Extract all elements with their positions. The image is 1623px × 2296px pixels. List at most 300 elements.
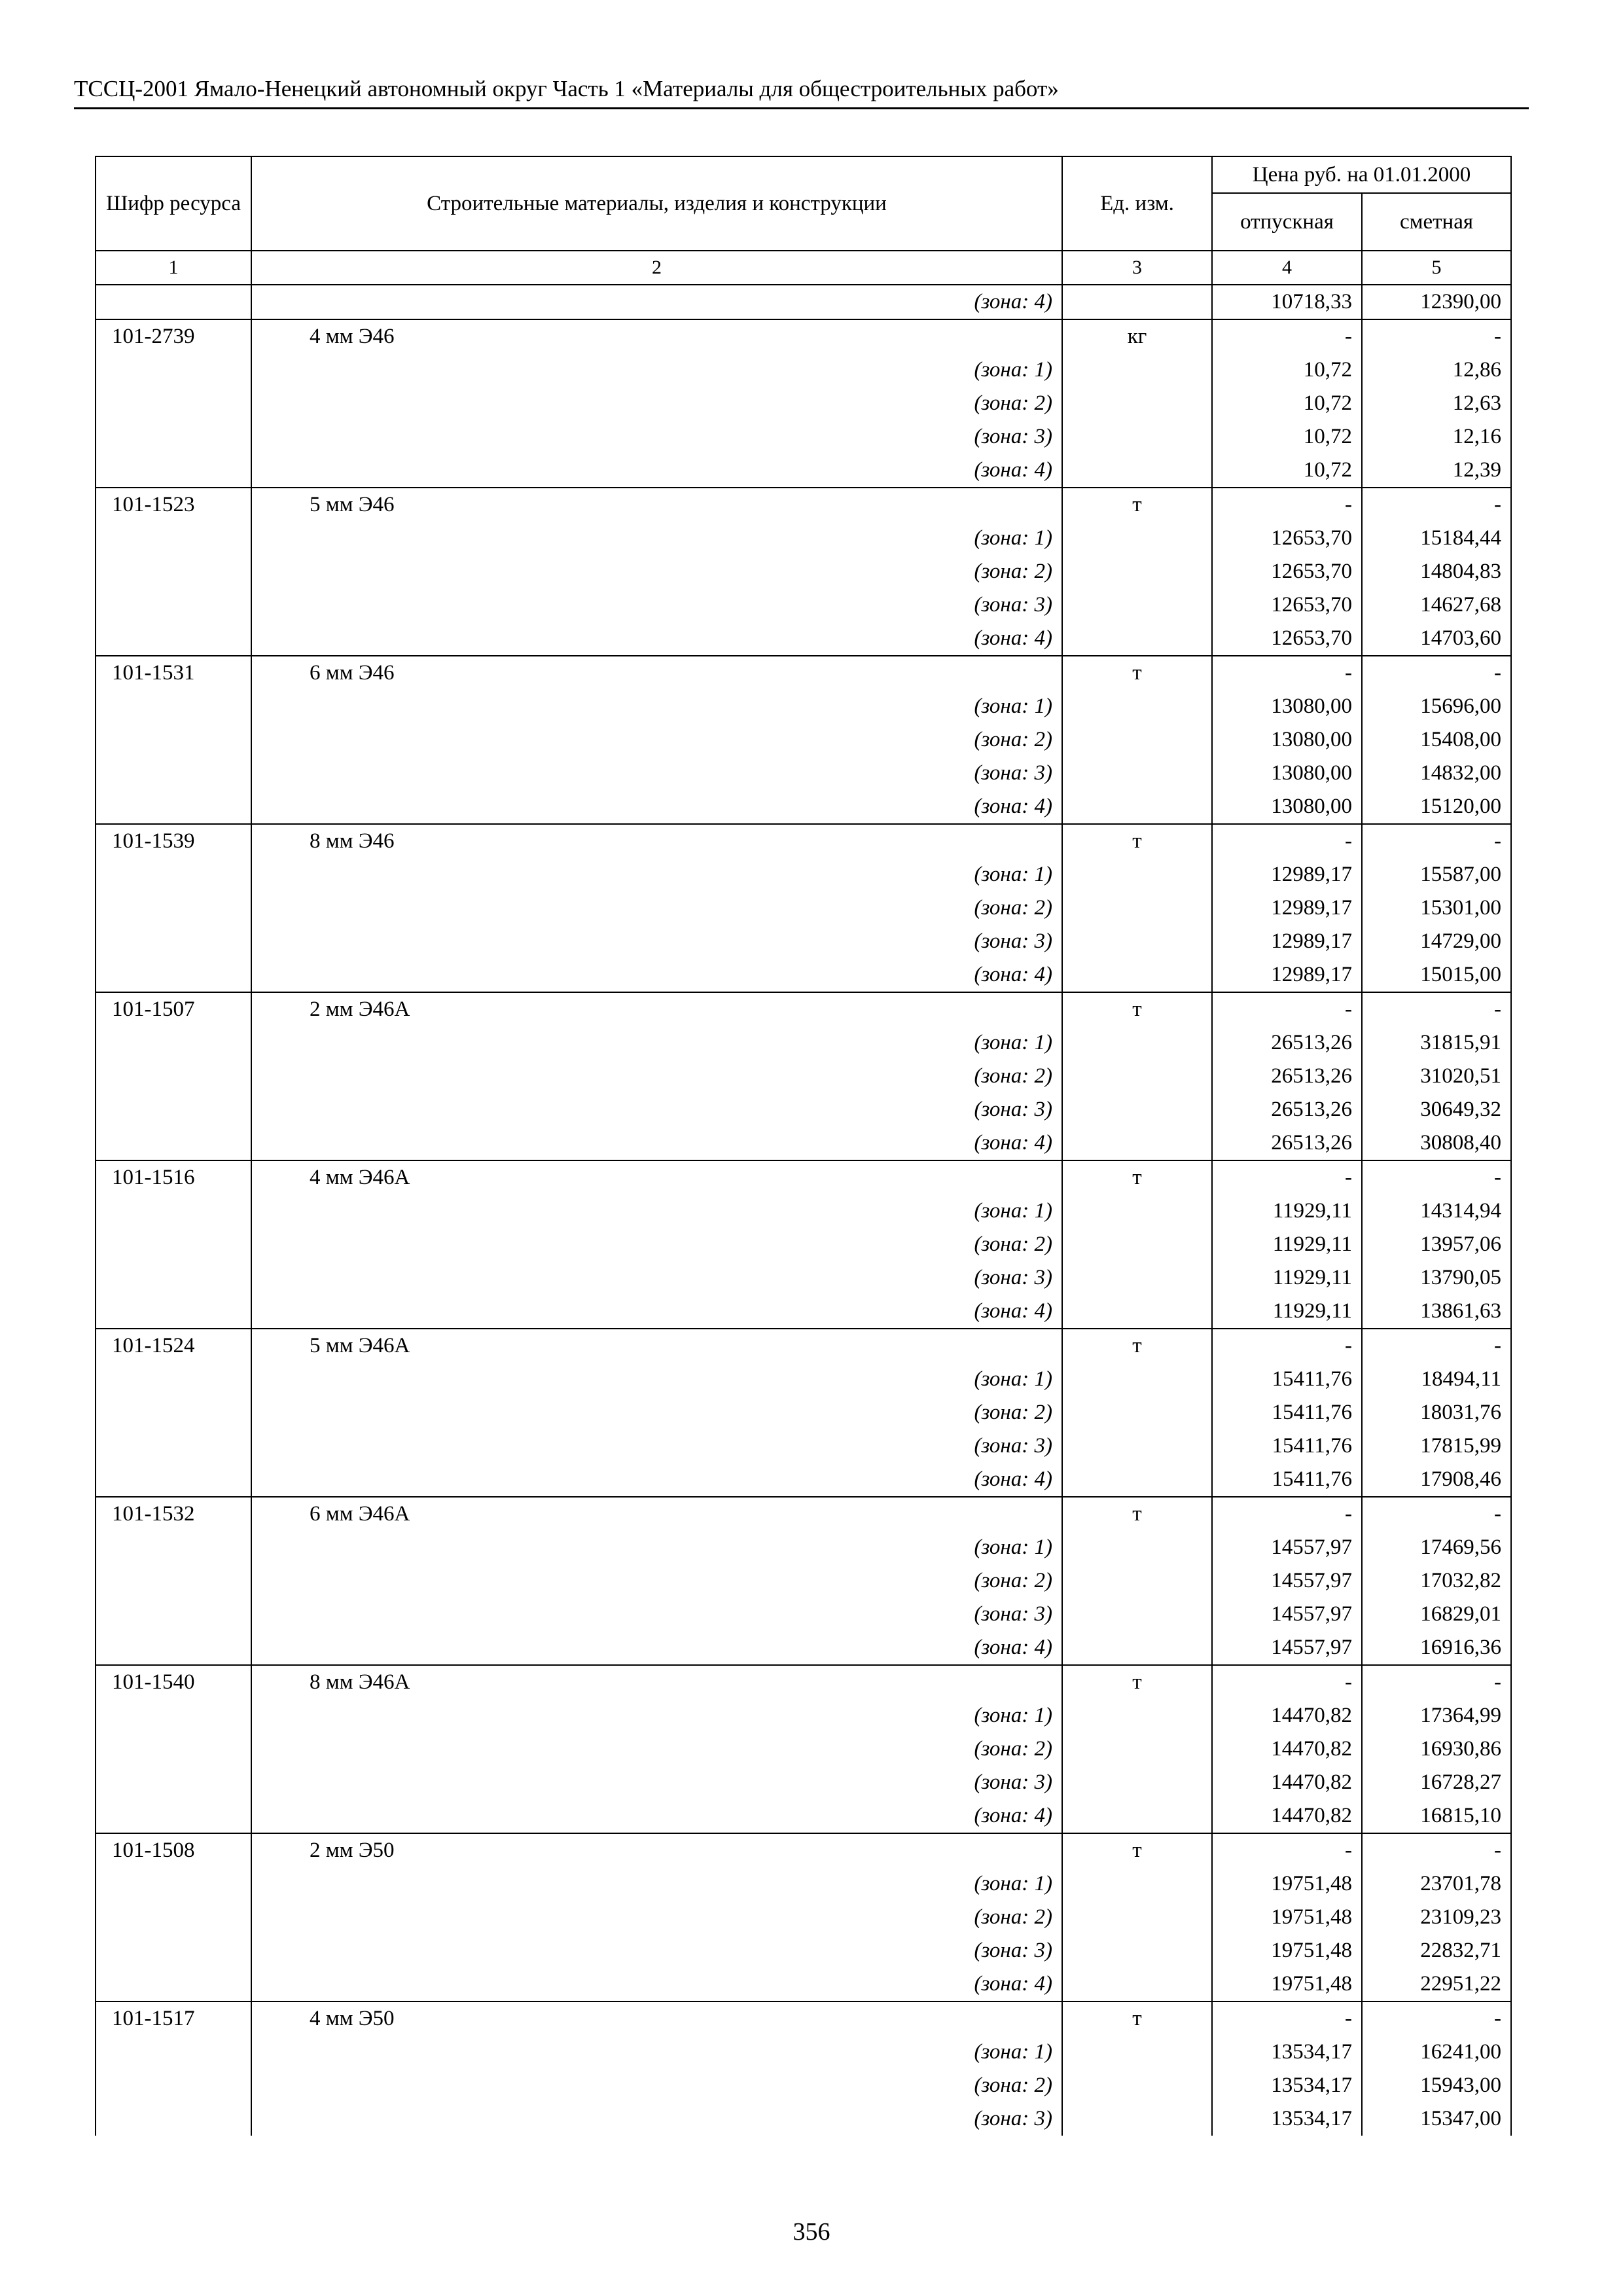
table-row [96,588,1511,622]
zone-cell: (зона: 4) [251,1126,1062,1160]
unit-cell [1062,925,1212,958]
zone-cell: (зона: 4) [251,1463,1062,1497]
code-cell [96,387,251,420]
release-price-cell: - [1212,992,1362,1026]
price-table [95,156,1512,2136]
table-row [96,1833,1511,1867]
code-cell [96,1799,251,1833]
page-header-title: ТССЦ-2001 Ямало-Ненецкий автономный округ Часть 1 «Материалы для общестроительных работ» [74,76,1059,101]
release-price-cell: 12653,70 [1212,588,1362,622]
code-cell [96,1060,251,1093]
estimate-price-cell: 15587,00 [1362,858,1511,891]
table-row [96,353,1511,387]
table-row [96,1261,1511,1295]
col-estimate-header: сметная [1362,193,1511,251]
zone-cell: (зона: 2) [251,387,1062,420]
estimate-price-cell: 22951,22 [1362,1967,1511,2001]
code-cell [96,1934,251,1967]
zone-cell: (зона: 4) [251,454,1062,488]
unit-cell [1062,1799,1212,1833]
estimate-price-cell: 15301,00 [1362,891,1511,925]
unit-cell: т [1062,1329,1212,1363]
estimate-price-cell: - [1362,656,1511,690]
material-name-cell: 6 мм Э46 [251,656,1062,690]
code-cell [96,723,251,757]
zone-cell: (зона: 1) [251,1026,1062,1060]
release-price-cell: 14557,97 [1212,1564,1362,1598]
table-row [96,522,1511,555]
resource-code-cell: 101-1507 [96,992,251,1026]
table-row [96,2069,1511,2102]
zone-cell: (зона: 2) [251,555,1062,588]
code-cell [96,1967,251,2001]
table-row [96,1060,1511,1093]
release-price-cell: 19751,48 [1212,1934,1362,1967]
code-cell [96,690,251,723]
release-price-cell: - [1212,319,1362,353]
code-cell [96,858,251,891]
material-name-cell: 5 мм Э46А [251,1329,1062,1363]
col-name-header: Строительные материалы, изделия и конструкции [251,156,1062,251]
unit-cell [1062,2069,1212,2102]
unit-cell [1062,1194,1212,1228]
col-number: 2 [251,251,1062,285]
zone-cell: (зона: 3) [251,1598,1062,1631]
code-cell [96,285,251,319]
zone-cell: (зона: 3) [251,757,1062,790]
table-row [96,1228,1511,1261]
table-row [96,891,1511,925]
unit-cell [1062,353,1212,387]
col-number: 4 [1212,251,1362,285]
zone-cell: (зона: 4) [251,622,1062,656]
release-price-cell: 12653,70 [1212,622,1362,656]
release-price-cell: 11929,11 [1212,1194,1362,1228]
release-price-cell: 26513,26 [1212,1060,1362,1093]
price-group-header: Цена руб. на 01.01.2000 [1212,156,1511,193]
unit-cell [1062,1396,1212,1429]
unit-cell [1062,387,1212,420]
table-row [96,1093,1511,1126]
release-price-cell: 26513,26 [1212,1126,1362,1160]
table-row [96,757,1511,790]
material-name-cell: 5 мм Э46 [251,488,1062,522]
resource-code-cell: 101-2739 [96,319,251,353]
estimate-price-cell: 12,86 [1362,353,1511,387]
release-price-cell: 14557,97 [1212,1631,1362,1665]
zone-cell: (зона: 2) [251,1732,1062,1766]
unit-cell: т [1062,1497,1212,1531]
release-price-cell: - [1212,824,1362,858]
estimate-price-cell: 31815,91 [1362,1026,1511,1060]
estimate-price-cell: 18031,76 [1362,1396,1511,1429]
estimate-price-cell: 12,16 [1362,420,1511,454]
zone-cell: (зона: 4) [251,1967,1062,2001]
code-cell [96,1126,251,1160]
code-cell [96,1295,251,1329]
estimate-price-cell: 16916,36 [1362,1631,1511,1665]
estimate-price-cell: 30808,40 [1362,1126,1511,1160]
code-cell [96,622,251,656]
zone-cell: (зона: 1) [251,858,1062,891]
release-price-cell: - [1212,1160,1362,1194]
code-cell [96,1564,251,1598]
unit-cell [1062,1295,1212,1329]
estimate-price-cell: 14804,83 [1362,555,1511,588]
material-name-cell: 8 мм Э46 [251,824,1062,858]
unit-cell [1062,958,1212,992]
zone-cell: (зона: 2) [251,1396,1062,1429]
unit-cell [1062,1531,1212,1564]
release-price-cell: 10,72 [1212,420,1362,454]
estimate-price-cell: 23701,78 [1362,1867,1511,1901]
zone-cell: (зона: 3) [251,1766,1062,1799]
code-cell [96,925,251,958]
unit-cell [1062,1060,1212,1093]
col-number: 1 [96,251,251,285]
code-cell [96,454,251,488]
unit-cell [1062,1699,1212,1732]
estimate-price-cell: 13957,06 [1362,1228,1511,1261]
code-cell [96,1261,251,1295]
table-row [96,858,1511,891]
estimate-price-cell: 15184,44 [1362,522,1511,555]
release-price-cell: - [1212,1329,1362,1363]
code-cell [96,1194,251,1228]
unit-cell [1062,1901,1212,1934]
header-rule [74,107,1529,109]
zone-cell: (зона: 2) [251,2069,1062,2102]
resource-code-cell: 101-1540 [96,1665,251,1699]
unit-cell [1062,1463,1212,1497]
table-row [96,1026,1511,1060]
estimate-price-cell: 31020,51 [1362,1060,1511,1093]
unit-cell [1062,1093,1212,1126]
estimate-price-cell: - [1362,824,1511,858]
col-number: 5 [1362,251,1511,285]
unit-cell: т [1062,1160,1212,1194]
zone-cell: (зона: 3) [251,1261,1062,1295]
resource-code-cell: 101-1532 [96,1497,251,1531]
resource-code-cell: 101-1539 [96,824,251,858]
table-row [96,1531,1511,1564]
col-number: 3 [1062,251,1212,285]
estimate-price-cell: 23109,23 [1362,1901,1511,1934]
release-price-cell: 14557,97 [1212,1531,1362,1564]
table-row [96,1564,1511,1598]
unit-cell [1062,454,1212,488]
table-row [96,958,1511,992]
estimate-price-cell: 18494,11 [1362,1363,1511,1396]
estimate-price-cell: 15943,00 [1362,2069,1511,2102]
material-name-cell: 2 мм Э46А [251,992,1062,1026]
code-cell [96,891,251,925]
zone-cell: (зона: 1) [251,1194,1062,1228]
release-price-cell: 10718,33 [1212,285,1362,319]
release-price-cell: 11929,11 [1212,1261,1362,1295]
unit-cell: кг [1062,319,1212,353]
table-row [96,319,1511,353]
table-row [96,1867,1511,1901]
release-price-cell: 13534,17 [1212,2102,1362,2136]
code-cell [96,1631,251,1665]
table-row [96,555,1511,588]
estimate-price-cell: 14703,60 [1362,622,1511,656]
zone-cell: (зона: 3) [251,1093,1062,1126]
estimate-price-cell: 16241,00 [1362,2036,1511,2069]
release-price-cell: 14470,82 [1212,1699,1362,1732]
release-price-cell: 10,72 [1212,387,1362,420]
zone-cell: (зона: 3) [251,588,1062,622]
release-price-cell: 19751,48 [1212,1867,1362,1901]
table-row [96,1126,1511,1160]
code-cell [96,1429,251,1463]
resource-code-cell: 101-1531 [96,656,251,690]
table-row [96,1901,1511,1934]
estimate-price-cell: 17815,99 [1362,1429,1511,1463]
estimate-price-cell: 17908,46 [1362,1463,1511,1497]
release-price-cell: - [1212,1833,1362,1867]
zone-cell: (зона: 1) [251,690,1062,723]
estimate-price-cell: - [1362,1329,1511,1363]
unit-cell [1062,2036,1212,2069]
resource-code-cell: 101-1508 [96,1833,251,1867]
code-cell [96,1093,251,1126]
code-cell [96,555,251,588]
table-row [96,1295,1511,1329]
code-cell [96,353,251,387]
unit-cell: т [1062,1665,1212,1699]
release-price-cell: 12653,70 [1212,555,1362,588]
zone-cell: (зона: 1) [251,1531,1062,1564]
estimate-price-cell: - [1362,488,1511,522]
release-price-cell: 10,72 [1212,353,1362,387]
estimate-price-cell: 16815,10 [1362,1799,1511,1833]
release-price-cell: 12653,70 [1212,522,1362,555]
estimate-price-cell: 15120,00 [1362,790,1511,824]
estimate-price-cell: 16829,01 [1362,1598,1511,1631]
release-price-cell: 10,72 [1212,454,1362,488]
col-code-header: Шифр ресурса [96,156,251,251]
release-price-cell: - [1212,1665,1362,1699]
estimate-price-cell: 15015,00 [1362,958,1511,992]
release-price-cell: 15411,76 [1212,1429,1362,1463]
estimate-price-cell: - [1362,1497,1511,1531]
unit-cell [1062,1363,1212,1396]
release-price-cell: 15411,76 [1212,1396,1362,1429]
zone-cell: (зона: 3) [251,420,1062,454]
unit-cell [1062,723,1212,757]
unit-cell [1062,858,1212,891]
resource-code-cell: 101-1516 [96,1160,251,1194]
code-cell [96,1228,251,1261]
code-cell [96,958,251,992]
release-price-cell: - [1212,2001,1362,2036]
estimate-price-cell: 16728,27 [1362,1766,1511,1799]
release-price-cell: 14557,97 [1212,1598,1362,1631]
table-row [96,622,1511,656]
zone-cell: (зона: 1) [251,353,1062,387]
material-name-cell: 6 мм Э46А [251,1497,1062,1531]
release-price-cell: 13080,00 [1212,723,1362,757]
table-row [96,1766,1511,1799]
estimate-price-cell: 14314,94 [1362,1194,1511,1228]
code-cell [96,1396,251,1429]
estimate-price-cell: 14832,00 [1362,757,1511,790]
table-row [96,690,1511,723]
zone-cell: (зона: 3) [251,1934,1062,1967]
zone-cell: (зона: 1) [251,2036,1062,2069]
table-row [96,1631,1511,1665]
code-cell [96,1363,251,1396]
release-price-cell: 14470,82 [1212,1732,1362,1766]
unit-cell [1062,891,1212,925]
unit-cell [1062,2102,1212,2136]
table-row [96,1732,1511,1766]
table-row [96,1194,1511,1228]
table-row [96,420,1511,454]
unit-cell [1062,1631,1212,1665]
zone-cell: (зона: 4) [251,285,1062,319]
estimate-price-cell: - [1362,319,1511,353]
unit-cell: т [1062,2001,1212,2036]
code-cell [96,1901,251,1934]
unit-cell: т [1062,824,1212,858]
table-row [96,1497,1511,1531]
zone-cell: (зона: 2) [251,891,1062,925]
release-price-cell: 14470,82 [1212,1799,1362,1833]
code-cell [96,1026,251,1060]
unit-cell [1062,1126,1212,1160]
table-row [96,1699,1511,1732]
table-body [96,285,1511,2136]
zone-cell: (зона: 2) [251,1060,1062,1093]
unit-cell [1062,1026,1212,1060]
zone-cell: (зона: 1) [251,1867,1062,1901]
estimate-price-cell: 13790,05 [1362,1261,1511,1295]
estimate-price-cell: 14729,00 [1362,925,1511,958]
table-row [96,454,1511,488]
unit-cell [1062,1967,1212,2001]
table-row [96,1463,1511,1497]
code-cell [96,1699,251,1732]
table-row [96,488,1511,522]
col-unit-header: Ед. изм. [1062,156,1212,251]
code-cell [96,522,251,555]
table-row [96,1665,1511,1699]
zone-cell: (зона: 4) [251,958,1062,992]
estimate-price-cell: 12,63 [1362,387,1511,420]
table-row [96,2036,1511,2069]
unit-cell [1062,1429,1212,1463]
estimate-price-cell: 30649,32 [1362,1093,1511,1126]
unit-cell [1062,1934,1212,1967]
release-price-cell: - [1212,488,1362,522]
table-row [96,1934,1511,1967]
resource-code-cell: 101-1524 [96,1329,251,1363]
unit-cell [1062,555,1212,588]
unit-cell: т [1062,488,1212,522]
estimate-price-cell: 17032,82 [1362,1564,1511,1598]
code-cell [96,790,251,824]
release-price-cell: 26513,26 [1212,1026,1362,1060]
unit-cell [1062,1598,1212,1631]
release-price-cell: 13080,00 [1212,690,1362,723]
table-row [96,1363,1511,1396]
table-row [96,1967,1511,2001]
unit-cell: т [1062,656,1212,690]
table-row [96,285,1511,319]
unit-cell [1062,1261,1212,1295]
table-row [96,1799,1511,1833]
unit-cell [1062,588,1212,622]
unit-cell: т [1062,1833,1212,1867]
release-price-cell: 13534,17 [1212,2069,1362,2102]
material-name-cell: 2 мм Э50 [251,1833,1062,1867]
unit-cell [1062,790,1212,824]
release-price-cell: 12989,17 [1212,925,1362,958]
code-cell [96,1531,251,1564]
table-row [96,925,1511,958]
unit-cell [1062,622,1212,656]
code-cell [96,2069,251,2102]
estimate-price-cell: 17364,99 [1362,1699,1511,1732]
release-price-cell: 26513,26 [1212,1093,1362,1126]
code-cell [96,2102,251,2136]
release-price-cell: 19751,48 [1212,1967,1362,2001]
estimate-price-cell: - [1362,1665,1511,1699]
release-price-cell: 19751,48 [1212,1901,1362,1934]
resource-code-cell: 101-1517 [96,2001,251,2036]
unit-cell [1062,1228,1212,1261]
zone-cell: (зона: 3) [251,2102,1062,2136]
table-row [96,1329,1511,1363]
estimate-price-cell: 15347,00 [1362,2102,1511,2136]
code-cell [96,588,251,622]
zone-cell: (зона: 4) [251,1799,1062,1833]
code-cell [96,1463,251,1497]
zone-cell: (зона: 2) [251,1564,1062,1598]
release-price-cell: 11929,11 [1212,1228,1362,1261]
unit-cell [1062,420,1212,454]
release-price-cell: 12989,17 [1212,891,1362,925]
zone-cell: (зона: 3) [251,925,1062,958]
zone-cell: (зона: 4) [251,1295,1062,1329]
release-price-cell: 12989,17 [1212,858,1362,891]
material-name-cell: 4 мм Э50 [251,2001,1062,2036]
unit-cell [1062,1564,1212,1598]
estimate-price-cell: - [1362,1833,1511,1867]
release-price-cell: 13534,17 [1212,2036,1362,2069]
release-price-cell: - [1212,656,1362,690]
material-name-cell: 4 мм Э46 [251,319,1062,353]
table-head [96,156,1511,285]
zone-cell: (зона: 1) [251,1363,1062,1396]
table-row [96,824,1511,858]
estimate-price-cell: 15408,00 [1362,723,1511,757]
estimate-price-cell: 17469,56 [1362,1531,1511,1564]
table-row [96,992,1511,1026]
release-price-cell: 11929,11 [1212,1295,1362,1329]
table-row [96,387,1511,420]
estimate-price-cell: 22832,71 [1362,1934,1511,1967]
zone-cell: (зона: 1) [251,1699,1062,1732]
unit-cell [1062,1732,1212,1766]
zone-cell: (зона: 2) [251,1228,1062,1261]
table-row [96,2102,1511,2136]
unit-cell: т [1062,992,1212,1026]
estimate-price-cell: - [1362,2001,1511,2036]
